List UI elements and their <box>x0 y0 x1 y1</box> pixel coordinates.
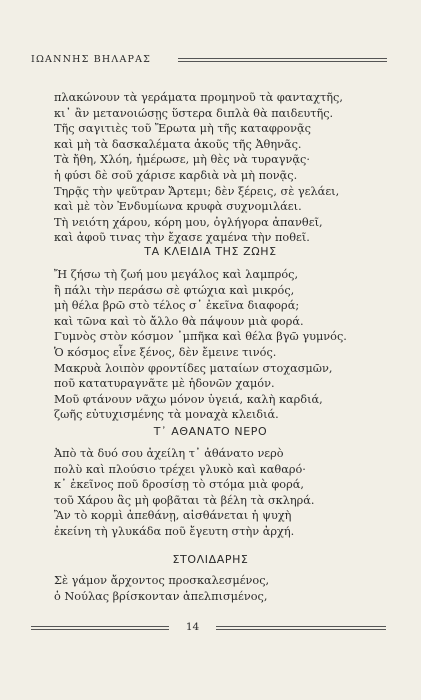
poem-title: Τ᾿ ΑΘΑΝΑΤΟ ΝΕΡΟ <box>153 425 268 438</box>
verse-line: Τηρᾷς τὴν ψεῦτραν Ἄρτεμι; δὲν ξέρεις, σὲ γελάει, <box>54 184 340 198</box>
verse-line: πλακώνουν τὰ γεράματα προμηνοῦ τὰ φανταχτῆς, <box>54 91 343 104</box>
header-double-rule <box>178 58 387 62</box>
verse-line: Ἂν τὸ κορμὶ ἀπεθάνῃ, αἰσθάνεται ἡ ψυχὴ <box>54 509 292 523</box>
running-head: ΙΩΑΝΝΗΣ ΒΗΛΑΡΑΣ <box>31 54 152 65</box>
verse-line: ζωῆς εὐτυχισμένης τὰ μοναχὰ κλειδιά. <box>54 408 279 422</box>
poem-stanza <box>54 446 394 540</box>
verse-line: Μακρυὰ λοιπὸν φροντίδες ματαίων στοχασμῶν, <box>54 361 333 375</box>
verse-line: καὶ ἀφοῦ τινας τὴν ἔχασε χαμένα τὴν ποθεῖ. <box>54 231 310 245</box>
verse-line: τοῦ Χάρου ἂς μὴ φοβᾶται τὰ βέλη τὰ σκληρά. <box>54 493 315 507</box>
verse-line: καὶ μὲ τὸν Ἐνδυμίωνα κρυφὰ συχνομιλάει. <box>54 200 302 214</box>
verse-line: ὁ Νούλας βρίσκονταν ἀπελπισμένος, <box>54 589 268 603</box>
verse-line: καὶ τῶνα καὶ τὸ ἄλλο θὰ πάψουν μιὰ φορά. <box>54 314 304 328</box>
verse-line: Μοῦ φτάνουν νᾶχω μόνον ὑγειά, καλὴ καρδιά, <box>54 392 323 406</box>
verse-line: Ὁ κόσμος εἶνε ξένος, δὲν ἔμεινε τινός. <box>54 345 277 359</box>
verse-line: Ἀπὸ τὰ δυό σου ἀχείλη τ᾿ ἀθάνατο νερὸ <box>54 447 284 460</box>
verse-line: Σὲ γάμον ἄρχοντος προσκαλεσμένος, <box>54 574 270 587</box>
verse-line: ἐκείνη τὴ γλυκάδα ποῦ ἔγευτη στὴν ἀρχή. <box>54 524 295 538</box>
verse-line: Τὰ ἤθη, Χλόη, ἡμέρωσε, μὴ θὲς νὰ τυραγνᾷς· <box>54 153 310 167</box>
verse-line: κ᾿ ἐκεῖνος ποῦ δροσίσῃ τὸ στόμα μιὰ φορά, <box>54 478 304 492</box>
poem-title: ΣΤΟΛΙΔΑΡΗΣ <box>172 553 249 566</box>
page-number: 14 <box>185 621 200 633</box>
poem-stanza <box>54 267 394 423</box>
verse-line: Τὴ νειότη χάρου, κόρη μου, ὀγλήγορα ἀπανθεῖ, <box>54 215 323 229</box>
footer-double-rule <box>31 626 169 630</box>
verse-line: Τῆς σαγιτιὲς τοῦ Ἔρωτα μὴ τῆς καταφρονᾷς <box>54 122 312 136</box>
poem-stanza <box>54 573 394 604</box>
verse-line: πολὺ καὶ πλούσιο τρέχει γλυκὸ καὶ καθαρό· <box>54 462 306 476</box>
footer-double-rule <box>216 626 386 630</box>
verse-line: μὴ θέλα βρῶ στὸ τέλος σ᾿ ἐκεῖνα διαφορά; <box>54 299 300 313</box>
poem-stanza-continued <box>54 90 394 246</box>
verse-line: Ἤ ζήσω τὴ ζωή μου μεγάλος καὶ λαμπρός, <box>54 268 299 281</box>
verse-line: Γυμνὸς στὸν κόσμον ᾿μπῆκα καὶ θέλα βγῶ γυμνός. <box>54 330 347 344</box>
verse-line: ἢ πάλι τὴν περάσω σὲ φτώχια καὶ μικρός, <box>54 283 295 297</box>
poem-title: ΤΑ ΚΛΕΙΔΙΑ ΤΗΣ ΖΩΗΣ <box>144 245 277 258</box>
verse-line: καὶ μὴ τὰ δασκαλέματα ἀκοῦς τῆς Ἀθηνᾶς. <box>54 137 302 151</box>
verse-line: ἡ φύσι δὲ σοῦ χάρισε καρδιὰ νὰ μὴ πονᾷς. <box>54 168 298 182</box>
verse-line: ποῦ κατατυραγνᾶτε μὲ ἡδονῶν χαμόν. <box>54 377 275 391</box>
verse-line: κι᾿ ἂν μετανοιώσῃς ὕστερα διπλὰ θὰ παιδευτῆς. <box>54 106 334 120</box>
